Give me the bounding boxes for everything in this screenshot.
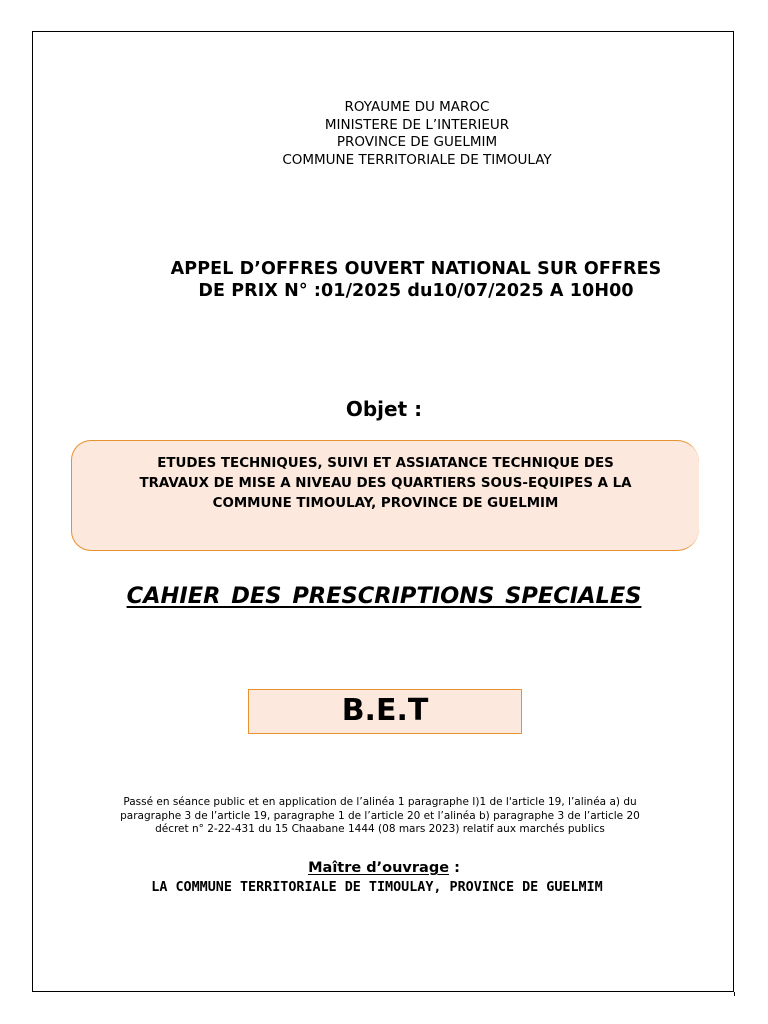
page-corner-mark <box>734 992 735 996</box>
lot-label-box: B.E.T <box>248 689 522 734</box>
maitre-ouvrage-label-text: Maître d’ouvrage <box>308 860 450 876</box>
legal-line-2: paragraphe 3 de l’article 19, paragraphe 1 de l’article 20 et l’alinéa b) paragraphe 3 de l’article 20 <box>120 809 640 822</box>
legal-line-3: décret n° 2-22-431 du 15 Chaabane 1444 (08 mars 2023) relatif aux marchés publics <box>155 823 605 835</box>
maitre-ouvrage-label <box>0 859 768 877</box>
document-title <box>0 581 768 611</box>
header-line-ministry: MINISTERE DE L’INTERIEUR <box>324 116 510 133</box>
issuing-authority-header <box>0 99 768 169</box>
legal-basis-text <box>60 796 700 837</box>
objet-line-2: TRAVAUX DE MISE A NIVEAU DES QUARTIERS SOUS-EQUIPES A LA <box>139 476 632 491</box>
header-line-commune: COMMUNE TERRITORIALE DE TIMOULAY <box>282 151 552 168</box>
tender-title-line-1: APPEL D’OFFRES OUVERT NATIONAL SUR OFFRES <box>170 259 662 279</box>
header-line-kingdom: ROYAUME DU MAROC <box>344 99 490 115</box>
tender-title-line-2: DE PRIX N° :01/2025 du10/07/2025 A 10H00 <box>198 281 634 301</box>
maitre-ouvrage-colon: : <box>449 860 460 876</box>
objet-description-box <box>71 440 699 551</box>
tender-title <box>100 258 732 302</box>
objet-line-1: ETUDES TECHNIQUES, SUIVI ET ASSIATANCE TECHNIQUE DES <box>157 456 614 471</box>
legal-line-1: Passé en séance public et en application de l’alinéa 1 paragraphe I)1 de l'article 19, l’alinéa a) du <box>123 796 637 808</box>
objet-label: Objet : <box>345 397 423 421</box>
objet-line-3: COMMUNE TIMOULAY, PROVINCE DE GUELMIM <box>212 496 559 511</box>
maitre-ouvrage-value: LA COMMUNE TERRITORIALE DE TIMOULAY, PROVINCE DE GUELMIM <box>151 880 603 895</box>
document-title-text: CAHIER DES PRESCRIPTIONS SPECIALES <box>126 583 642 609</box>
header-line-province: PROVINCE DE GUELMIM <box>336 134 498 150</box>
